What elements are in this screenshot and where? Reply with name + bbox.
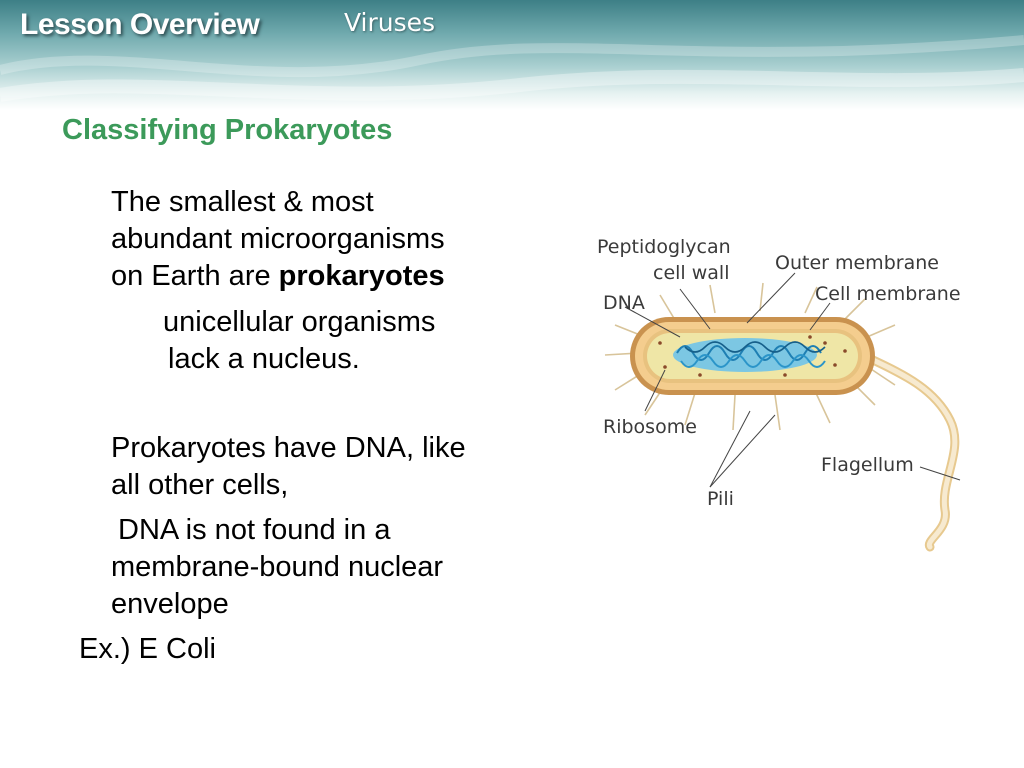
topic-label: Viruses <box>344 8 436 37</box>
body-line: all other cells, <box>111 469 289 501</box>
lesson-overview-label: Lesson Overview <box>20 8 260 41</box>
prokaryote-diagram <box>585 225 985 555</box>
body-line: envelope <box>111 588 229 620</box>
body-line: abundant microorganisms <box>111 223 445 255</box>
label-cell-membrane: Cell membrane <box>815 283 961 305</box>
label-flagellum: Flagellum <box>821 454 914 476</box>
body-line <box>111 258 445 295</box>
label-peptidoglycan: Peptidoglycan <box>597 236 731 258</box>
label-pili: Pili <box>707 488 734 510</box>
body-line: The smallest & most <box>111 186 374 218</box>
label-ribosome: Ribosome <box>603 416 697 438</box>
bold-term: prokaryotes <box>278 260 445 292</box>
label-outer-membrane: Outer membrane <box>775 252 939 274</box>
body-line: membrane-bound nuclear <box>111 551 444 583</box>
example-line: Ex.) E Coli <box>79 633 216 665</box>
label-dna: DNA <box>603 292 645 314</box>
body-line: DNA is not found in a <box>118 514 391 546</box>
body-line: Prokaryotes have DNA, like <box>111 432 466 464</box>
body-text: on Earth are <box>111 260 279 292</box>
slide-title: Classifying Prokaryotes <box>62 114 393 146</box>
label-cell-wall: cell wall <box>653 262 730 284</box>
body-line: unicellular organisms <box>163 306 436 338</box>
body-line: lack a nucleus. <box>168 343 360 375</box>
